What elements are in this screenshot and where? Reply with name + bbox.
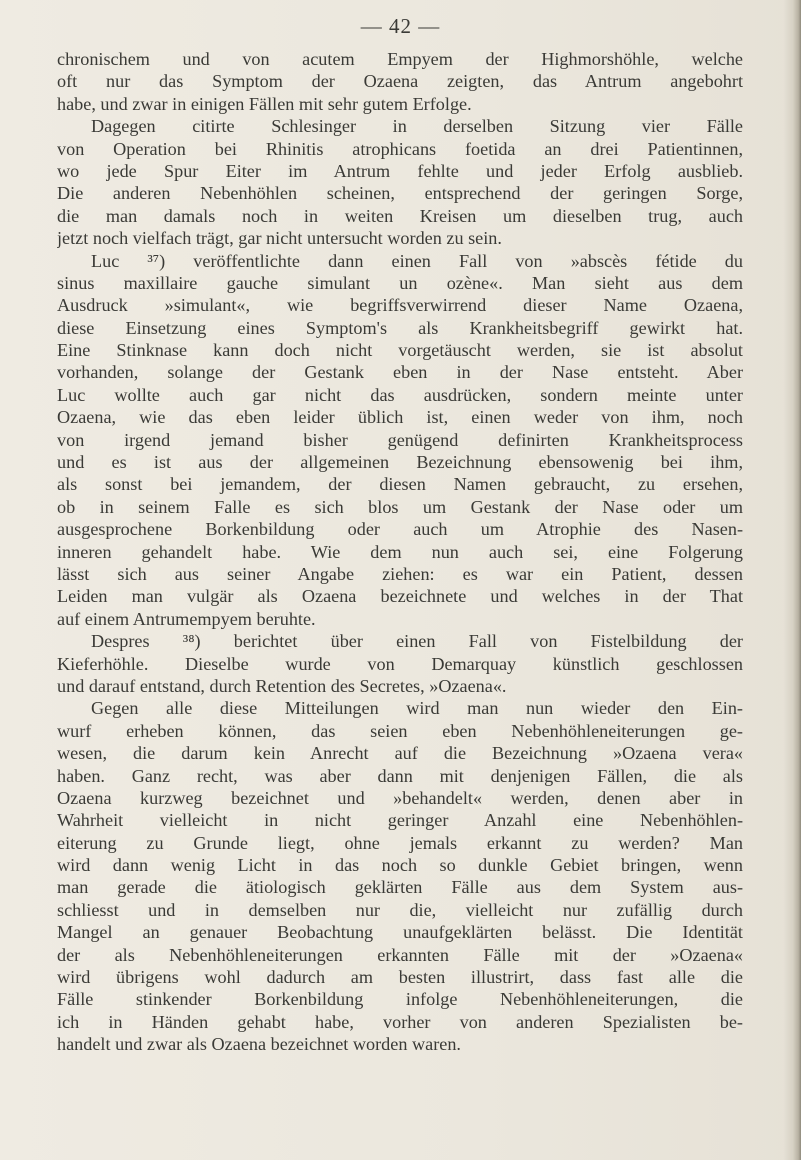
text-line: Mangel an genauer Beobachtung unaufgeklärten belässt. Die Identität	[57, 922, 743, 943]
text-line: wird dann wenig Licht in das noch so dunkle Gebiet bringen, wenn	[57, 855, 743, 876]
text-line: und es ist aus der allgemeinen Bezeichnung ebensowenig bei ihm,	[57, 452, 743, 473]
text-line: Leiden man vulgär als Ozaena bezeichnete und welches in der That	[57, 586, 743, 607]
text-line: oft nur das Symptom der Ozaena zeigten, das Antrum angebohrt	[57, 71, 743, 92]
text-line: haben. Ganz recht, was aber dann mit denjenigen Fällen, die als	[57, 765, 743, 786]
text-line: und darauf entstand, durch Retention des Secretes, »Ozaena«.	[57, 675, 507, 696]
text-line: handelt und zwar als Ozaena bezeichnet worden waren.	[57, 1034, 461, 1055]
text-line: der als Nebenhöhleneiterungen erkannten Fälle mit der »Ozaena«	[57, 944, 743, 965]
text-line: ob in seinem Falle es sich blos um Gestank der Nase oder um	[57, 496, 743, 517]
text-line: vorhanden, solange der Gestank eben in der Nase entsteht. Aber	[57, 362, 743, 383]
text-line: Luc ³⁷) veröffentlichte dann einen Fall von »abscès fétide du	[91, 250, 743, 271]
text-line: Despres ³⁸) berichtet über einen Fall von Fistelbildung der	[91, 631, 743, 652]
text-line: Eine Stinknase kann doch nicht vorgetäuscht werden, sie ist absolut	[57, 340, 743, 361]
page-edge-shadow	[783, 0, 801, 1160]
text-line: wird übrigens wohl dadurch am besten illustrirt, dass fast alle die	[57, 967, 743, 988]
text-line: als sonst bei jemandem, der diesen Namen gebraucht, zu ersehen,	[57, 474, 743, 495]
text-line: Wahrheit vielleicht in nicht geringer Anzahl eine Nebenhöhlen-	[57, 810, 743, 831]
text-line: Gegen alle diese Mitteilungen wird man nun wieder den Ein-	[91, 698, 743, 719]
text-line: wo jede Spur Eiter im Antrum fehlte und jeder Erfolg ausblieb.	[57, 160, 743, 181]
text-line: ausgesprochene Borkenbildung oder auch um Atrophie des Nasen-	[57, 519, 743, 540]
text-line: Die anderen Nebenhöhlen scheinen, entsprechend der geringen Sorge,	[57, 183, 743, 204]
text-line: sinus maxillaire gauche simulant un ozène«. Man sieht aus dem	[57, 272, 743, 293]
text-line: jetzt noch vielfach trägt, gar nicht untersucht worden zu sein.	[57, 228, 502, 249]
text-line: Kieferhöhle. Dieselbe wurde von Demarquay künstlich geschlossen	[57, 653, 743, 674]
text-line: auf einem Antrumempyem beruhte.	[57, 608, 316, 629]
body-text	[57, 48, 743, 1056]
text-line: habe, und zwar in einigen Fällen mit sehr gutem Erfolge.	[57, 93, 472, 114]
text-line: lässt sich aus seiner Angabe ziehen: es war ein Patient, dessen	[57, 563, 743, 584]
text-line: diese Einsetzung eines Symptom's als Krankheitsbegriff gewirkt hat.	[57, 317, 743, 338]
text-line: Ozaena kurzweg bezeichnet und »behandelt« werden, denen aber in	[57, 787, 743, 808]
text-line: die man damals noch in weiten Kreisen um dieselben trug, auch	[57, 205, 743, 226]
text-line: Ozaena, wie das eben leider üblich ist, einen weder von ihm, noch	[57, 407, 743, 428]
text-line: Luc wollte auch gar nicht das ausdrücken, sondern meinte unter	[57, 384, 743, 405]
text-line: von Operation bei Rhinitis atrophicans foetida an drei Patientinnen,	[57, 138, 743, 159]
text-line: von irgend jemand bisher genügend definirten Krankheitsprocess	[57, 429, 743, 450]
text-line: chronischem und von acutem Empyem der Highmorshöhle, welche	[57, 49, 743, 69]
text-line: Ausdruck »simulant«, wie begriffsverwirrend dieser Name Ozaena,	[57, 295, 743, 316]
text-line: eiterung zu Grunde liegt, ohne jemals erkannt zu werden? Man	[57, 832, 743, 853]
page-number: — 42 —	[360, 14, 441, 38]
text-line: inneren gehandelt habe. Wie dem nun auch sei, eine Folgerung	[57, 541, 743, 562]
text-line: wesen, die darum kein Anrecht auf die Bezeichnung »Ozaena vera«	[57, 743, 743, 764]
text-line: wurf erheben können, das seien eben Nebenhöhleneiterungen ge-	[57, 720, 743, 741]
text-line: schliesst und in demselben nur die, vielleicht nur zufällig durch	[57, 899, 743, 920]
text-line: man gerade die ätiologisch geklärten Fälle aus dem System aus-	[57, 877, 743, 898]
text-line: Fälle stinkender Borkenbildung infolge Nebenhöhleneiterungen, die	[57, 989, 743, 1010]
text-line: Dagegen citirte Schlesinger in derselben Sitzung vier Fälle	[91, 116, 743, 137]
text-line: ich in Händen gehabt habe, vorher von anderen Spezialisten be-	[57, 1011, 743, 1032]
